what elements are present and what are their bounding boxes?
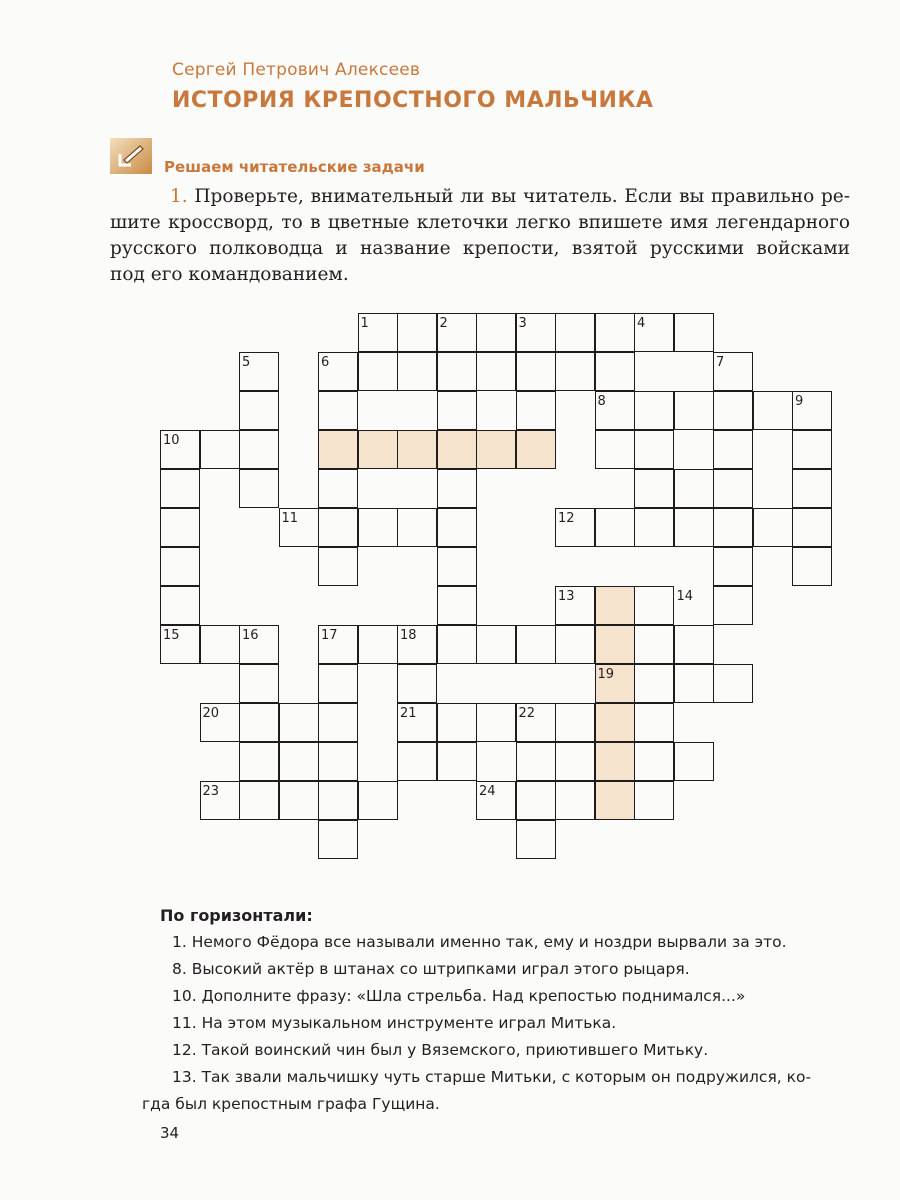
crossword-cell [634,742,674,781]
crossword-number: 9 [795,394,804,409]
crossword-number: 21 [400,706,417,721]
crossword-cell [437,703,477,742]
crossword-cell [674,742,714,781]
crossword-cell [713,586,753,625]
crossword-cell [239,469,279,508]
crossword-cell [713,547,753,586]
crossword-cell [516,352,556,391]
crossword-cell [595,742,635,781]
crossword-cell [397,430,437,469]
crossword-cell [595,508,635,547]
crossword-cell [713,664,753,703]
crossword-cell [634,781,674,820]
crossword-cell [713,391,753,430]
crossword-cell [437,352,477,391]
crossword-cell [358,508,398,547]
crossword-cell [437,508,477,547]
crossword-cell [595,586,635,625]
crossword-cell [674,313,714,352]
crossword-cell [555,625,595,664]
crossword-cell [160,547,200,586]
crossword-cell [397,352,437,391]
clue-12: 12. Такой воинский чин был у Вяземского, приютившего Митьку. [172,1041,709,1059]
crossword-cell [279,703,319,742]
crossword-cell [437,625,477,664]
crossword-cell [476,703,516,742]
clue-11: 11. На этом музыкальном инструменте играл Митька. [172,1014,617,1032]
crossword-cell [634,508,674,547]
crossword-cell [595,625,635,664]
crossword-cell [318,391,358,430]
crossword-cell [713,508,753,547]
crossword-number: 1 [360,316,369,331]
crossword-cell [674,508,714,547]
crossword-cell [516,781,556,820]
crossword-cell [318,742,358,781]
crossword-cell [318,430,358,469]
crossword-number: 2 [439,316,448,331]
crossword-cell [200,625,240,664]
task-line-2: шите кроссворд, то в цветные клеточки легко впишете имя легендарного [110,212,850,233]
crossword-cell [516,430,556,469]
task-number: 1. [170,186,188,207]
crossword-cell [516,625,556,664]
crossword-cell [555,313,595,352]
story-title: ИСТОРИЯ КРЕПОСТНОГО МАЛЬЧИКА [172,88,654,113]
crossword-number: 8 [597,394,606,409]
crossword-cell [239,703,279,742]
crossword-cell [476,430,516,469]
crossword-cell [713,430,753,469]
crossword-cell [358,430,398,469]
crossword-cell [279,742,319,781]
task-line-3: русского полководца и название крепости, взятой русскими войсками [110,238,850,259]
crossword-cell [634,664,674,703]
clue-8: 8. Высокий актёр в штанах со штрипками играл этого рыцаря. [172,960,690,978]
crossword-cell [160,508,200,547]
crossword-cell [634,586,674,625]
crossword-cell [318,703,358,742]
clues-heading: По горизонтали: [160,906,313,925]
clue-13: 13. Так звали мальчишку чуть старше Митьки, с которым он подружился, ко- гда был крепостным графа Гущина. [142,1068,812,1113]
crossword-cell [437,391,477,430]
crossword-cell [792,508,832,547]
crossword-cell [792,547,832,586]
crossword-cell [437,586,477,625]
crossword-cell [476,352,516,391]
crossword-number: 5 [242,355,251,370]
crossword-number: 22 [518,706,536,721]
crossword-cell [160,469,200,508]
crossword-cell [516,820,556,859]
crossword-number: 13 [558,589,575,604]
crossword-number: 14 [676,589,694,604]
section-title: Решаем читательские задачи [164,158,425,176]
crossword-cell [318,469,358,508]
crossword-cell [318,508,358,547]
crossword-cell [318,781,358,820]
crossword-cell [674,625,714,664]
crossword-cell [634,703,674,742]
crossword-number: 20 [202,706,220,721]
crossword-cell [239,742,279,781]
crossword-cell [634,391,674,430]
crossword-number: 3 [518,316,527,331]
crossword-cell [200,430,240,469]
crossword-cell [437,469,477,508]
crossword-cell [674,391,714,430]
crossword-cell [753,508,793,547]
crossword-cell [634,469,674,508]
crossword-cell [358,625,398,664]
crossword-cell [555,742,595,781]
crossword-number: 6 [321,355,330,370]
crossword-cell [397,313,437,352]
crossword-cell [753,391,793,430]
crossword-cell [674,664,714,703]
crossword-number: 24 [479,784,496,799]
crossword-number: 7 [716,355,725,370]
task-line-1: 1. Проверьте, внимательный ли вы читатель. Если вы правильно ре- [170,186,850,207]
crossword-cell [555,352,595,391]
crossword-cell [476,625,516,664]
crossword-cell [279,781,319,820]
crossword-cell [595,352,635,391]
crossword-cell [397,508,437,547]
crossword-cell [239,430,279,469]
clue-1: 1. Немого Фёдора все называли именно так, ему и ноздри вырвали за это. [172,933,787,951]
crossword-cell [397,664,437,703]
crossword-cell [318,664,358,703]
clue-10: 10. Дополните фразу: «Шла стрельба. Над крепостью поднимался...» [172,987,746,1005]
crossword-cell [595,703,635,742]
crossword-cell [239,781,279,820]
crossword-cell [634,430,674,469]
crossword-cell [358,352,398,391]
crossword-cell [634,625,674,664]
crossword-cell [239,391,279,430]
crossword-number: 18 [400,628,417,643]
crossword-number: 23 [202,784,220,799]
crossword-cell [358,781,398,820]
crossword-cell [476,313,516,352]
crossword-number: 4 [637,316,646,331]
crossword-cell [516,742,556,781]
crossword-cell [397,742,437,781]
crossword-number: 15 [163,628,180,643]
crossword-cell [318,820,358,859]
crossword-cell [595,781,635,820]
page-number: 34 [160,1124,180,1142]
crossword-cell [555,703,595,742]
crossword-cell [713,469,753,508]
crossword-cell [595,313,635,352]
crossword-cell [674,469,714,508]
crossword-number: 10 [163,433,180,448]
crossword-cell [595,430,635,469]
crossword-number: 17 [321,628,338,643]
author-name: Сергей Петрович Алексеев [172,60,421,80]
crossword-cell [555,781,595,820]
crossword-number: 12 [558,511,575,526]
crossword-cell [792,430,832,469]
crossword-cell [437,547,477,586]
crossword-number: 19 [597,667,615,682]
crossword-cell [437,430,477,469]
crossword-cell [516,391,556,430]
crossword-cell [160,586,200,625]
crossword-cell [318,547,358,586]
task-line-4: под его командованием. [110,264,349,285]
crossword-cell [239,664,279,703]
crossword-number: 16 [242,628,259,643]
crossword-cell [437,742,477,781]
clues-across [142,902,860,1118]
crossword-cell [792,469,832,508]
crossword-number: 11 [281,511,299,526]
